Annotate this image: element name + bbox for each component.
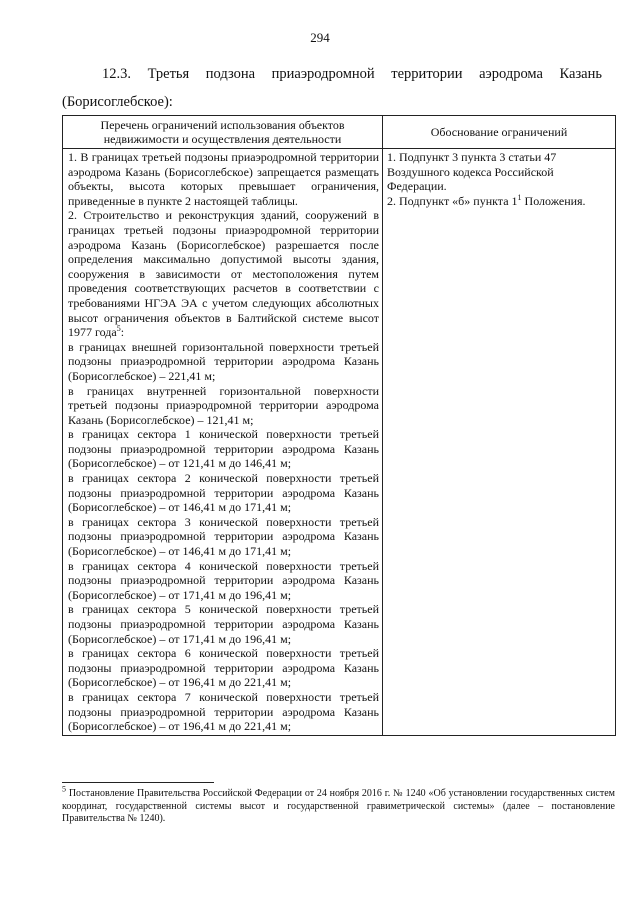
restriction-paragraph-1: 1. В границах третьей подзоны приаэродромной территории аэродрома Казань (Борисоглебское) запрещается размещать объекты, высота которых превышает ограничения, приведенные в пункте 2 настоящей таблицы. [68, 150, 379, 208]
restriction-sector-4: в границах сектора 4 конической поверхности третьей подзоны приаэродромной территории аэродрома Казань (Борисоглебское) – от 171,41 м до 196,41 м; [68, 558, 379, 602]
justification-cell [383, 149, 616, 736]
restriction-paragraph-2-text: 2. Строительство и реконструкция зданий, сооружений в границах третьей подзоны приаэродромной территории аэродрома Казань (Борисоглебское) разрешается после определения максимально допустимой высоты здания, сооружения в зависимости от местоположения путем проведения соответствующих расчетов в соответствии с требованиями НГЭА ЭА с учетом следующих абсолютных высот ограничения объектов в Балтийской системе высот 1977 года [68, 208, 379, 340]
justification-paragraph-2-tail: Положения. [524, 193, 586, 208]
restriction-sector-3: в границах сектора 3 конической поверхности третьей подзоны приаэродромной территории аэродрома Казань (Борисоглебское) – от 146,41 м до 171,41 м; [68, 514, 379, 559]
footnote-divider [62, 782, 214, 783]
footnote-marker: 5 [62, 784, 66, 794]
restriction-inner-horizontal: в границах внутренней горизонтальной поверхности третьей подзоны приаэродромной территории аэродрома Казань (Борисоглебское) – 121,41 м; [68, 383, 379, 427]
restriction-sector-5: в границах сектора 5 конической поверхности третьей подзоны приаэродромной территории аэродрома Казань (Борисоглебское) – от 171,41 м до 196,41 м; [68, 602, 379, 646]
section-heading-line-1: 12.3. Третья подзона приаэродромной территории аэродрома Казань [102, 66, 602, 82]
footnote-reference: 5 [116, 324, 121, 334]
header-restrictions: Перечень ограничений использования объектов недвижимости и осуществления деятельности [63, 116, 383, 149]
footnote-text: Постановление Правительства Российской Федерации от 24 ноября 2016 г. № 1240 «Об установлении государственных систем координат, государственной системы высот и государственной гравиметрической системы» (далее – постановление Правительства № 1240). [62, 788, 615, 825]
restriction-sector-7: в границах сектора 7 конической поверхности третьей подзоны приаэродромной территории аэродрома Казань (Борисоглебское) – от 196,41 м до 221,41 м; [68, 689, 379, 734]
restriction-paragraph-2-colon: : [120, 325, 125, 340]
justification-paragraph-1: 1. Подпункт 3 пункта 3 статьи 47 Воздушного кодекса Российской Федерации. [387, 150, 557, 194]
section-heading [62, 60, 602, 116]
restriction-sector-2: в границах сектора 2 конической поверхности третьей подзоны приаэродромной территории аэродрома Казань (Борисоглебское) – от 146,41 м до 171,41 м; [68, 471, 379, 515]
restrictions-table [62, 115, 616, 736]
justification-paragraph-2 [387, 194, 611, 209]
header-justification: Обоснование ограничений [383, 116, 616, 149]
justification-paragraph-2-text: 2. Подпункт «б» пункта 1 [387, 193, 518, 208]
page-number: 294 [310, 30, 330, 45]
restrictions-cell [63, 149, 383, 736]
restriction-paragraph-2 [68, 208, 379, 339]
restriction-sector-1: в границах сектора 1 конической поверхности третьей подзоны приаэродромной территории аэродрома Казань (Борисоглебское) – от 121,41 м до 146,41 м; [68, 427, 379, 471]
footnote [62, 784, 615, 826]
justification-superscript: 1 [517, 192, 522, 202]
table-row [63, 149, 616, 736]
table-header-row [63, 116, 616, 149]
restriction-sector-6: в границах сектора 6 конической поверхности третьей подзоны приаэродромной территории аэродрома Казань (Борисоглебское) – от 196,41 м до 221,41 м; [68, 646, 379, 690]
section-heading-line-2: (Борисоглебское): [62, 94, 173, 110]
restriction-outer-horizontal: в границах внешней горизонтальной поверхности третьей подзоны приаэродромной территории аэродрома Казань (Борисоглебское) – 221,41 м; [68, 339, 379, 383]
